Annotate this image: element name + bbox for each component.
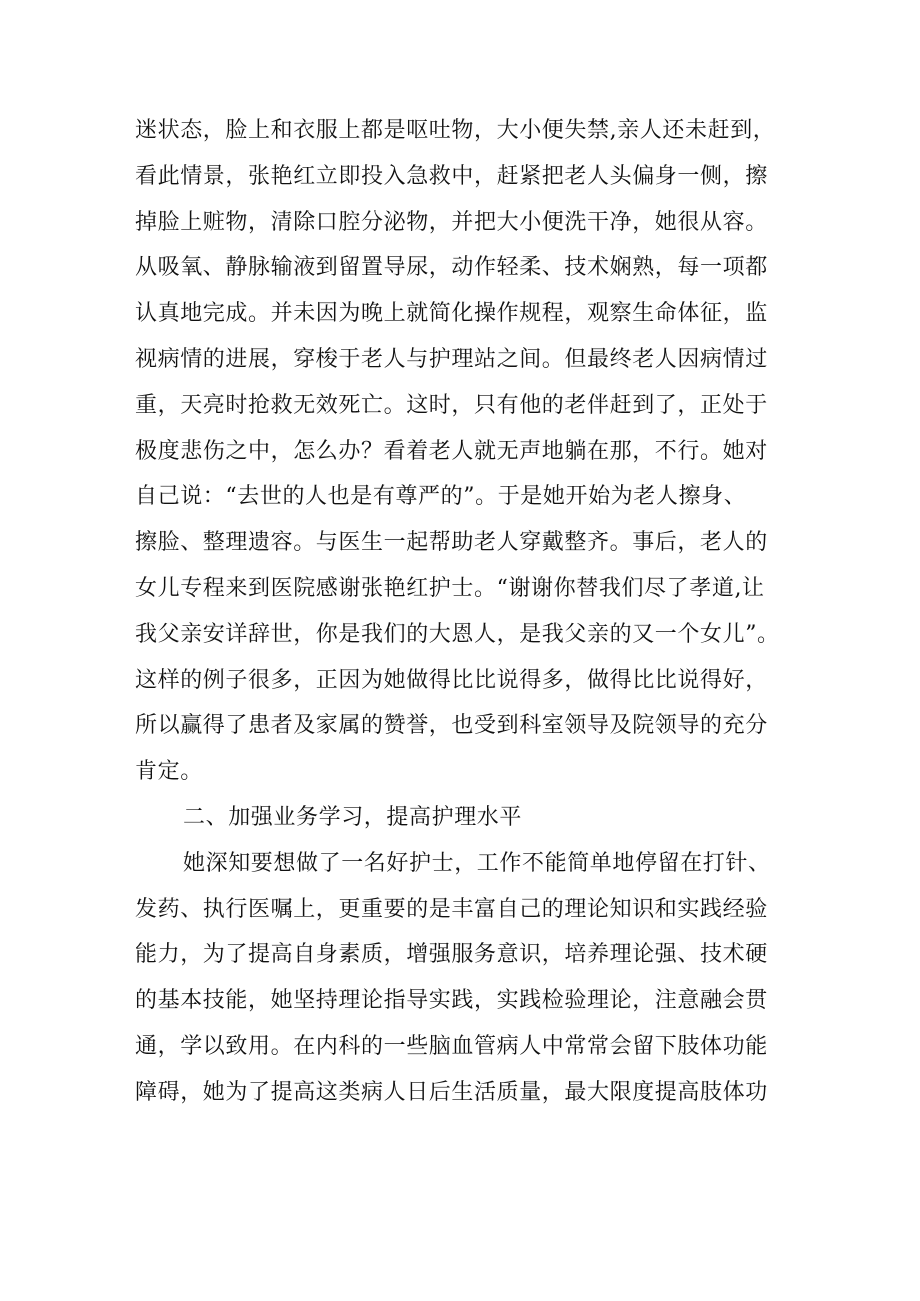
text-line: 所以赢得了患者及家属的赞誉，也受到科室领导及院领导的充分	[135, 713, 768, 739]
text-line: 重，天亮时抢救无效死亡。这时，只有他的老伴赶到了，正处于	[135, 392, 768, 418]
section-heading: 二、加强业务学习，提高护理水平	[183, 804, 523, 830]
text-line: 看此情景，张艳红立即投入急救中，赶紧把老人头偏身一侧，擦	[135, 163, 768, 189]
text-line: 从吸氧、静脉输液到留置导尿，动作轻柔、技术娴熟，每一项都	[135, 255, 768, 281]
text-line: 极度悲伤之中，怎么办？看着老人就无声地躺在那，不行。她对	[135, 438, 768, 464]
text-line: 她深知要想做了一名好护士，工作不能简单地停留在打针、	[183, 850, 771, 876]
text-line: 通，学以致用。在内科的一些脑血管病人中常常会留下肢体功能	[135, 1033, 768, 1059]
text-line: 发药、执行医嘱上，更重要的是丰富自己的理论知识和实践经验	[135, 896, 768, 922]
text-line: 的基本技能，她坚持理论指导实践，实践检验理论，注意融会贯	[135, 988, 768, 1014]
body-text	[135, 108, 805, 1116]
text-line: 女儿专程来到医院感谢张艳红护士。“谢谢你替我们尽了孝道,让	[135, 575, 765, 601]
text-line: 肯定。	[135, 759, 203, 785]
text-line: 这样的例子很多，正因为她做得比比说得多，做得比比说得好，	[135, 667, 768, 693]
text-line: 自己说：“去世的人也是有尊严的”。于是她开始为老人擦身、	[135, 484, 747, 510]
text-line: 认真地完成。并未因为晚上就简化操作规程，观察生命体征，监	[135, 301, 768, 327]
text-line: 擦脸、整理遗容。与医生一起帮助老人穿戴整齐。事后，老人的	[135, 530, 768, 556]
text-line: 掉脸上赃物，清除口腔分泌物，并把大小便洗干净，她很从容。	[135, 209, 768, 235]
text-line: 能力，为了提高自身素质，增强服务意识，培养理论强、技术硬	[135, 942, 768, 968]
text-line: 我父亲安详辞世，你是我们的大恩人，是我父亲的又一个女儿”。	[135, 621, 780, 647]
text-line: 障碍，她为了提高这类病人日后生活质量，最大限度提高肢体功	[135, 1079, 768, 1105]
text-line: 视病情的进展，穿梭于老人与护理站之间。但最终老人因病情过	[135, 346, 768, 372]
text-line: 迷状态，脸上和衣服上都是呕吐物，大小便失禁,亲人还未赶到，	[135, 118, 776, 143]
